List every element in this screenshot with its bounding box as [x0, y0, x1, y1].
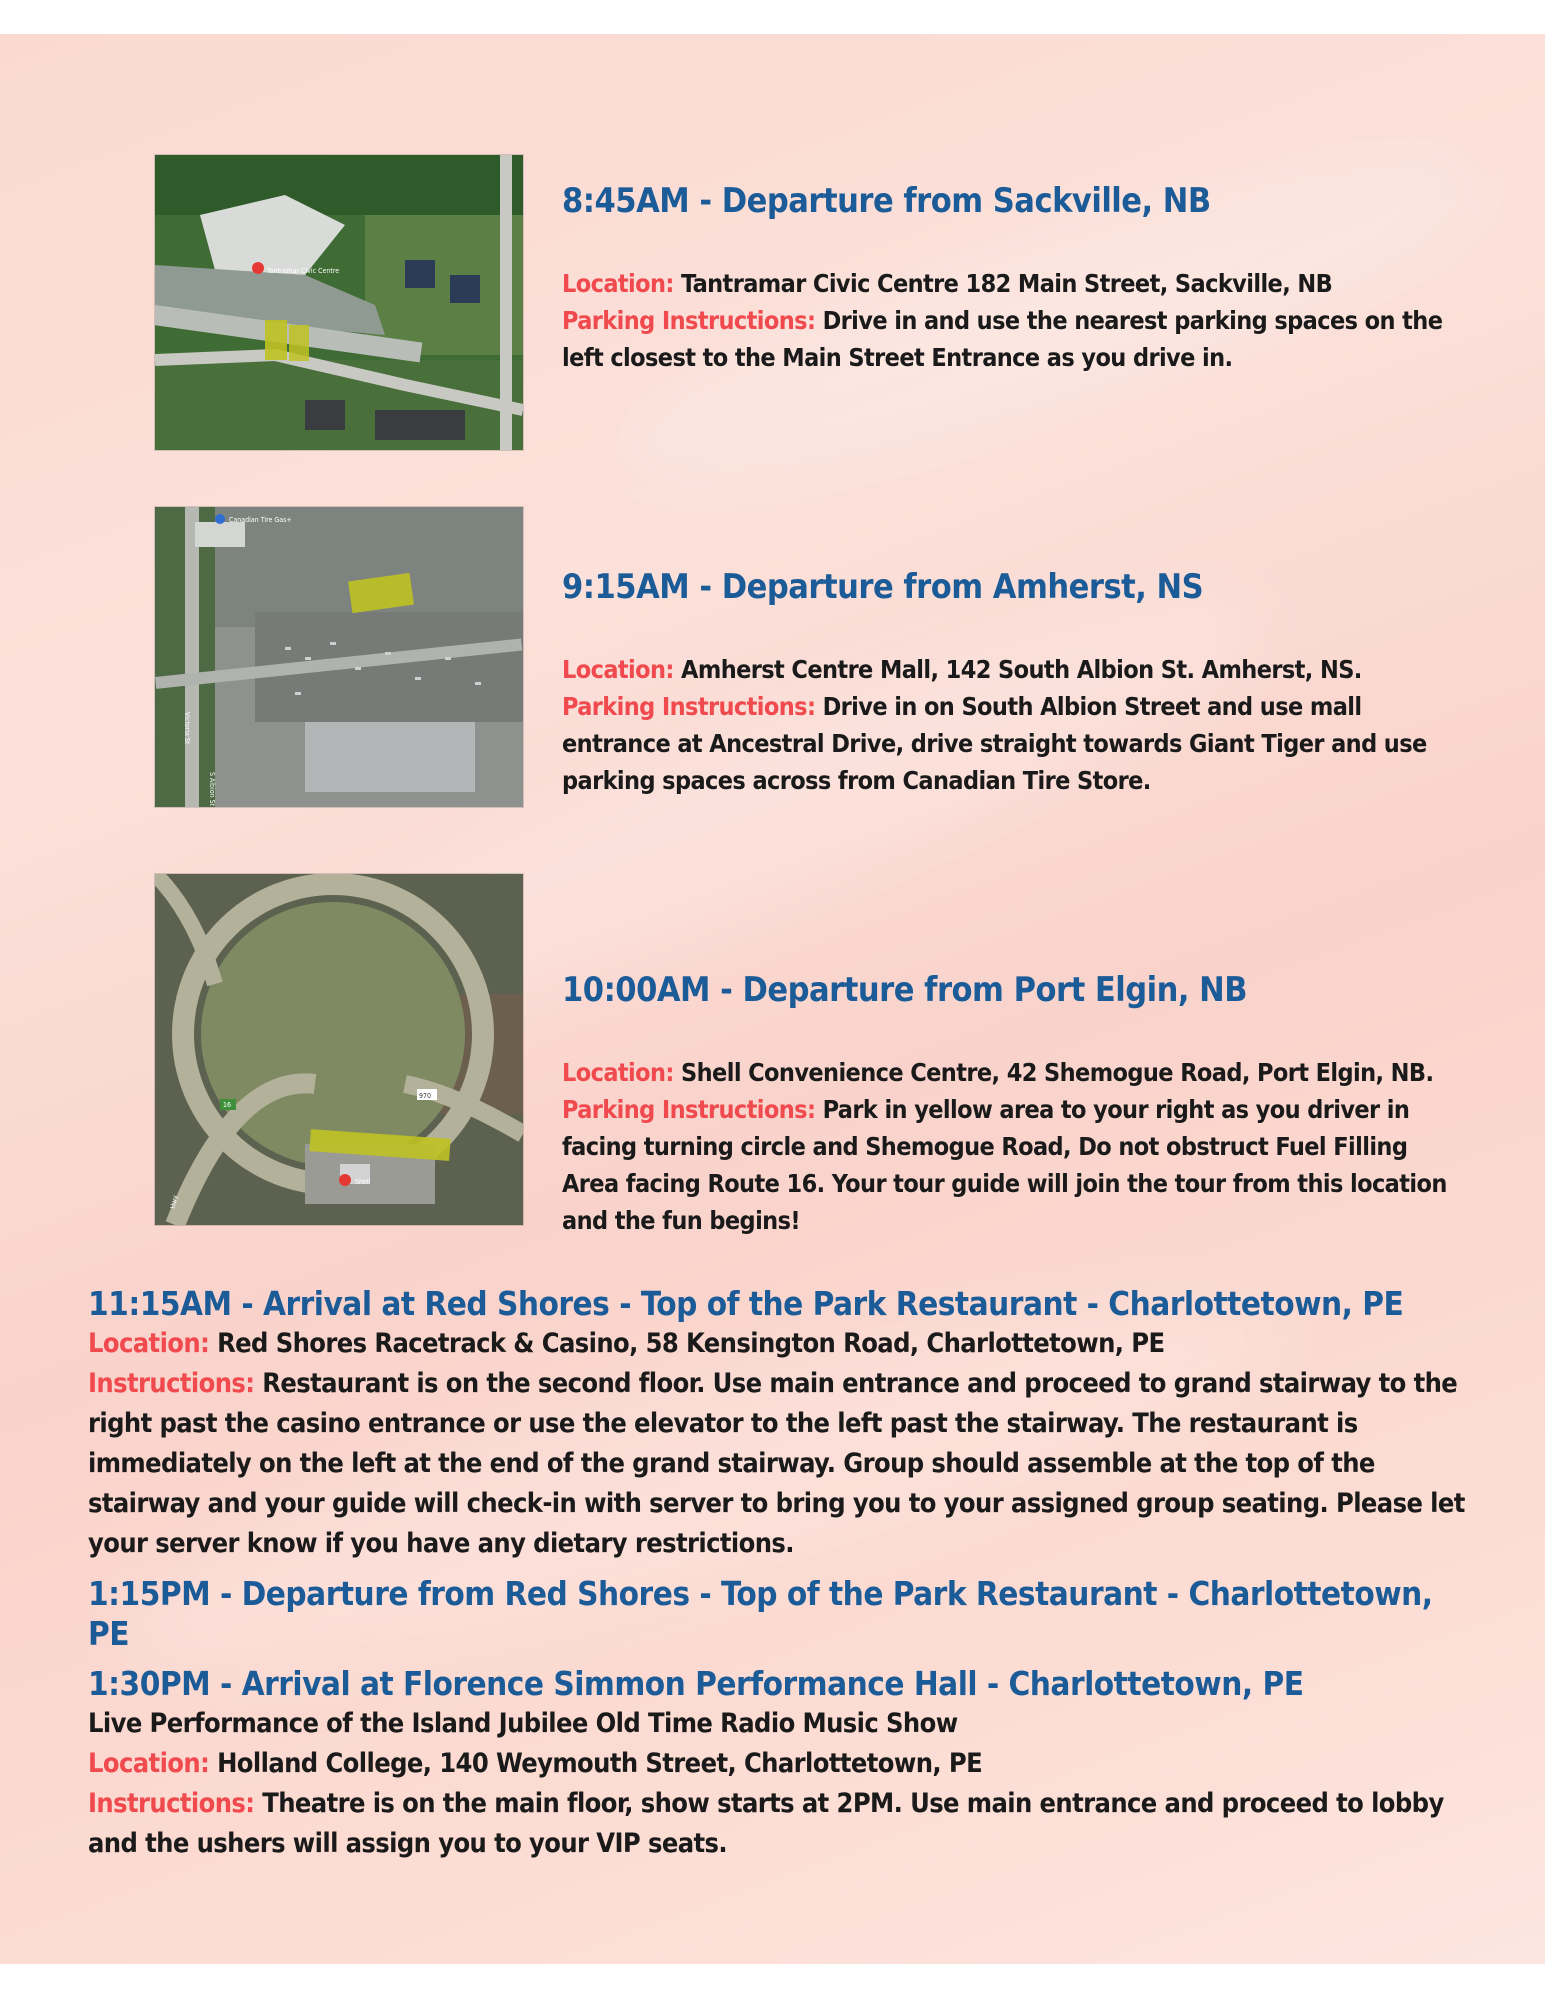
amherst-map-image	[155, 507, 523, 807]
location-text: Tantramar Civic Centre 182 Main Street, Sackville, NB	[681, 269, 1333, 298]
event-subtitle: Live Performance of the Island Jubilee Old Time Radio Music Show	[88, 1708, 958, 1739]
parking-label: Parking Instructions:	[562, 1095, 816, 1124]
map-label: S Albion St	[208, 772, 216, 807]
location-text: Shell Convenience Centre, 42 Shemogue Road, Port Elgin, NB.	[681, 1058, 1434, 1087]
map-label: Tantramar Civic Centre	[267, 267, 340, 275]
map-label: 970	[419, 1092, 432, 1100]
parking-text: Park in yellow area to your right as you driver in facing turning circle and Shemogue Road, Do not obstruct Fuel Filling Area facing Route 16. Your tour guide will join the tour from this location and the fun begins!	[562, 1095, 1447, 1235]
stop-1	[562, 181, 1462, 376]
event-location	[88, 1324, 1468, 1364]
location-label: Location:	[562, 655, 674, 684]
event-3	[88, 1664, 1468, 1864]
stop-heading: 8:45AM - Departure from Sackville, NB	[562, 181, 1211, 221]
itinerary-page	[0, 34, 1545, 1964]
event-heading: 11:15AM - Arrival at Red Shores - Top of the Park Restaurant - Charlottetown, PE	[88, 1284, 1404, 1323]
location-label: Location:	[562, 1058, 674, 1087]
stop-3	[562, 970, 1462, 1239]
event-2	[88, 1574, 1468, 1654]
event-1	[88, 1284, 1468, 1564]
map-label: Victoria St	[183, 712, 191, 745]
location-label: Location:	[88, 1328, 210, 1359]
location-text: Red Shores Racetrack & Casino, 58 Kensington Road, Charlottetown, PE	[217, 1328, 1165, 1359]
instructions-label: Instructions:	[88, 1788, 255, 1819]
stop-2	[562, 567, 1462, 799]
stop-location	[562, 265, 1462, 302]
map-label: 16	[223, 1101, 232, 1109]
parking-label: Parking Instructions:	[562, 306, 816, 335]
map-label: Hwy	[169, 1194, 180, 1210]
event-instructions	[88, 1364, 1468, 1564]
location-text: Amherst Centre Mall, 142 South Albion St. Amherst, NS.	[681, 655, 1362, 684]
stop-location	[562, 651, 1462, 688]
stop-parking	[562, 302, 1462, 376]
parking-text: Drive in on South Albion Street and use mall entrance at Ancestral Drive, drive straight towards Giant Tiger and use parking spaces across from Canadian Tire Store.	[562, 692, 1427, 795]
stop-parking	[562, 1091, 1462, 1239]
instructions-label: Instructions:	[88, 1368, 255, 1399]
event-location	[88, 1744, 1468, 1784]
instructions-text: Theatre is on the main floor, show starts at 2PM. Use main entrance and proceed to lobby and the ushers will assign you to your VIP seats.	[88, 1788, 1444, 1859]
port-elgin-map-image	[155, 874, 523, 1225]
location-label: Location:	[562, 269, 674, 298]
event-heading: 1:15PM - Departure from Red Shores - Top of the Park Restaurant - Charlottetown, PE	[88, 1574, 1433, 1653]
parking-text: Drive in and use the nearest parking spaces on the left closest to the Main Street Entrance as you drive in.	[562, 306, 1443, 372]
stop-parking	[562, 688, 1462, 799]
stop-heading: 10:00AM - Departure from Port Elgin, NB	[562, 970, 1248, 1010]
stop-heading: 9:15AM - Departure from Amherst, NS	[562, 567, 1204, 607]
stop-location	[562, 1054, 1462, 1091]
instructions-text: Restaurant is on the second floor. Use main entrance and proceed to grand stairway to the right past the casino entrance or use the elevator to the left past the stairway. The restaurant is immediately on the left at the end of the grand stairway. Group should assemble at the top of the stairway and your guide will check-in with server to bring you to your assigned group seating. Please let your server know if you have any dietary restrictions.	[88, 1368, 1465, 1559]
location-text: Holland College, 140 Weymouth Street, Charlottetown, PE	[217, 1748, 983, 1779]
map-label: Canadian Tire Gas+	[229, 516, 292, 524]
parking-label: Parking Instructions:	[562, 692, 816, 721]
location-label: Location:	[88, 1748, 210, 1779]
event-instructions	[88, 1784, 1468, 1864]
sackville-map-image	[155, 155, 523, 450]
map-label: Shell	[355, 1178, 371, 1186]
event-heading: 1:30PM - Arrival at Florence Simmon Performance Hall - Charlottetown, PE	[88, 1664, 1304, 1703]
